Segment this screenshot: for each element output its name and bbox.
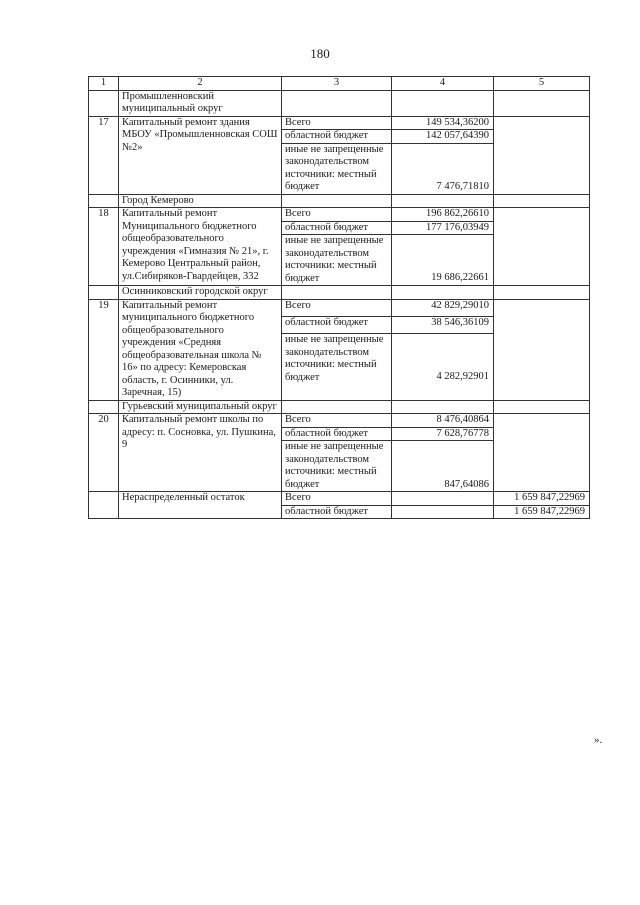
amount: 8 476,40864 (392, 414, 494, 428)
item-number: 19 (89, 299, 119, 400)
amount: 42 829,29010 (392, 299, 494, 316)
item-number: 20 (89, 414, 119, 492)
region-name: Осинниковский городской округ (119, 286, 282, 300)
unallocated-label: Нераспределенный остаток (119, 492, 282, 519)
page-number: 180 (310, 46, 330, 61)
budget-table (88, 76, 590, 519)
table-row (89, 414, 590, 428)
region-name: Город Кемерово (119, 194, 282, 208)
object-name: Капитальный ремонт Муниципального бюджетного общеобразовательного учреждения «Гимназия № 21», г. Кемерово Центральный район, ул.Сибиряков-Гвардейцев, 332 (119, 208, 282, 286)
funding-source: Всего (282, 492, 392, 506)
funding-source: Всего (282, 414, 392, 428)
amount: 177 176,03949 (392, 221, 494, 235)
funding-source: областной бюджет (282, 505, 392, 519)
item-number: 18 (89, 208, 119, 286)
column-header: 5 (494, 77, 590, 91)
funding-source: иные не запрещенные законодательством источники: местный бюджет (282, 143, 392, 194)
funding-source: областной бюджет (282, 427, 392, 441)
column-header: 1 (89, 77, 119, 91)
table-row (89, 492, 590, 506)
region-row (89, 400, 590, 414)
funding-source: иные не запрещенные законодательством источники: местный бюджет (282, 441, 392, 492)
region-name: Промышленновский муниципальный округ (119, 90, 282, 116)
object-name: Капитальный ремонт здания МБОУ «Промышленновская СОШ №2» (119, 116, 282, 194)
column-header: 2 (119, 77, 282, 91)
header-row (89, 77, 590, 91)
amount: 7 476,71810 (392, 143, 494, 194)
region-row (89, 194, 590, 208)
object-name: Капитальный ремонт школы по адресу: п. Сосновка, ул. Пушкина, 9 (119, 414, 282, 492)
amount: 847,64086 (392, 441, 494, 492)
region-row (89, 90, 590, 116)
funding-source: Всего (282, 208, 392, 222)
column-header: 3 (282, 77, 392, 91)
funding-source: Всего (282, 299, 392, 316)
amount: 142 057,64390 (392, 130, 494, 144)
funding-source: иные не запрещенные законодательством источники: местный бюджет (282, 235, 392, 286)
table-row (89, 208, 590, 222)
funding-source: иные не запрещенные законодательством источники: местный бюджет (282, 334, 392, 400)
amount: 1 659 847,22969 (494, 505, 590, 519)
region-row (89, 286, 590, 300)
table-row (89, 299, 590, 316)
closing-mark: ». (594, 734, 603, 746)
funding-source: областной бюджет (282, 130, 392, 144)
amount: 1 659 847,22969 (494, 492, 590, 506)
region-name: Гурьевский муниципальный округ (119, 400, 282, 414)
funding-source: областной бюджет (282, 316, 392, 333)
amount: 19 686,22661 (392, 235, 494, 286)
column-header: 4 (392, 77, 494, 91)
funding-source: областной бюджет (282, 221, 392, 235)
table-row (89, 116, 590, 130)
amount: 196 862,26610 (392, 208, 494, 222)
object-name: Капитальный ремонт муниципального бюджетного общеобразовательного учреждения «Средняя общеобразовательная школа № 16» по адресу: Кемеровская область, г. Осинники, ул. Заречная, 15) (119, 299, 282, 400)
funding-source: Всего (282, 116, 392, 130)
amount: 7 628,76778 (392, 427, 494, 441)
amount: 149 534,36200 (392, 116, 494, 130)
amount: 38 546,36109 (392, 316, 494, 333)
amount: 4 282,92901 (392, 334, 494, 400)
item-number: 17 (89, 116, 119, 194)
